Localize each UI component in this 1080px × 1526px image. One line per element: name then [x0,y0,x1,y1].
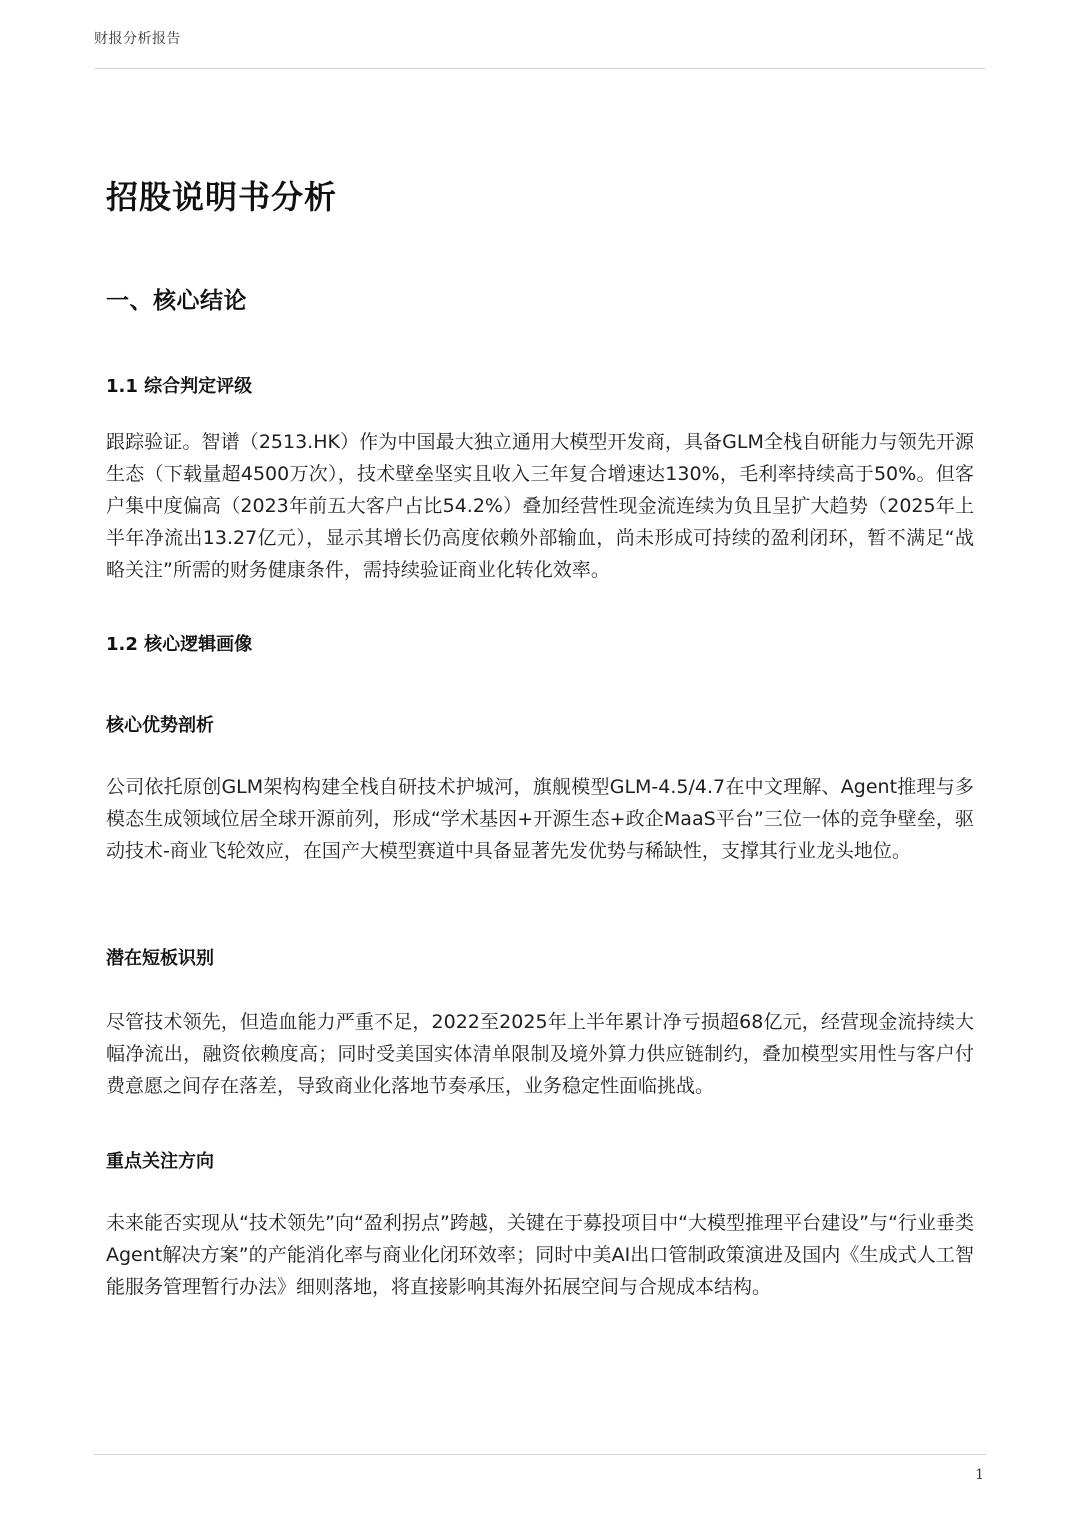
heading-focus-directions: 重点关注方向 [106,1151,214,1172]
focus-paragraph: 未来能否实现从“技术领先”向“盈利拐点”跨越，关键在于募投项目中“大模型推理平台建设”与“行业垂类Agent解决方案”的产能消化率与商业化闭环效率；同时中美AI出口管制政策演进及国内《生成式人工智能服务管理暂行办法》细则落地，将直接影响其海外拓展空间与合规成本结构。 [106,1212,974,1298]
advantages-paragraph: 公司依托原创GLM架构构建全栈自研技术护城河，旗舰模型GLM-4.5/4.7在中文理解、Agent推理与多模态生成领域位居全球开源前列，形成“学术基因+开源生态+政企MaaS平台”三位一体的竞争壁垒，驱动技术-商业飞轮效应，在国产大模型赛道中具备显著先发优势与稀缺性，支撑其行业龙头地位。 [106,776,974,862]
subsection-heading-rating: 1.1 综合判定评级 [106,376,253,397]
section-heading-core-conclusion: 一、核心结论 [106,288,247,314]
header-divider [94,68,986,69]
heading-core-advantages: 核心优势剖析 [106,715,214,736]
document-title: 招股说明书分析 [106,178,338,216]
subsection-heading-logic-profile: 1.2 核心逻辑画像 [106,634,253,655]
heading-potential-weaknesses: 潜在短板识别 [106,948,214,969]
weaknesses-paragraph: 尽管技术领先，但造血能力严重不足，2022至2025年上半年累计净亏损超68亿元，经营现金流持续大幅净流出，融资依赖度高；同时受美国实体清单限制及境外算力供应链制约，叠加模型实用性与客户付费意愿之间存在落差，导致商业化落地节奏承压，业务稳定性面临挑战。 [106,1011,974,1097]
report-header-title: 财报分析报告 [94,31,181,47]
rating-paragraph: 跟踪验证。智谱（2513.HK）作为中国最大独立通用大模型开发商，具备GLM全栈自研能力与领先开源生态（下载量超4500万次），技术壁垒坚实且收入三年复合增速达130%，毛利率持续高于50%。但客户集中度偏高（2023年前五大客户占比54.2%）叠加经营性现金流连续为负且呈扩大趋势（2025年上半年净流出13.27亿元），显示其增长仍高度依赖外部输血，尚未形成可持续的盈利闭环，暂不满足“战略关注”所需的财务健康条件，需持续验证商业化转化效率。 [106,431,974,581]
page-number: 1 [975,1467,984,1483]
footer-divider [94,1454,986,1455]
